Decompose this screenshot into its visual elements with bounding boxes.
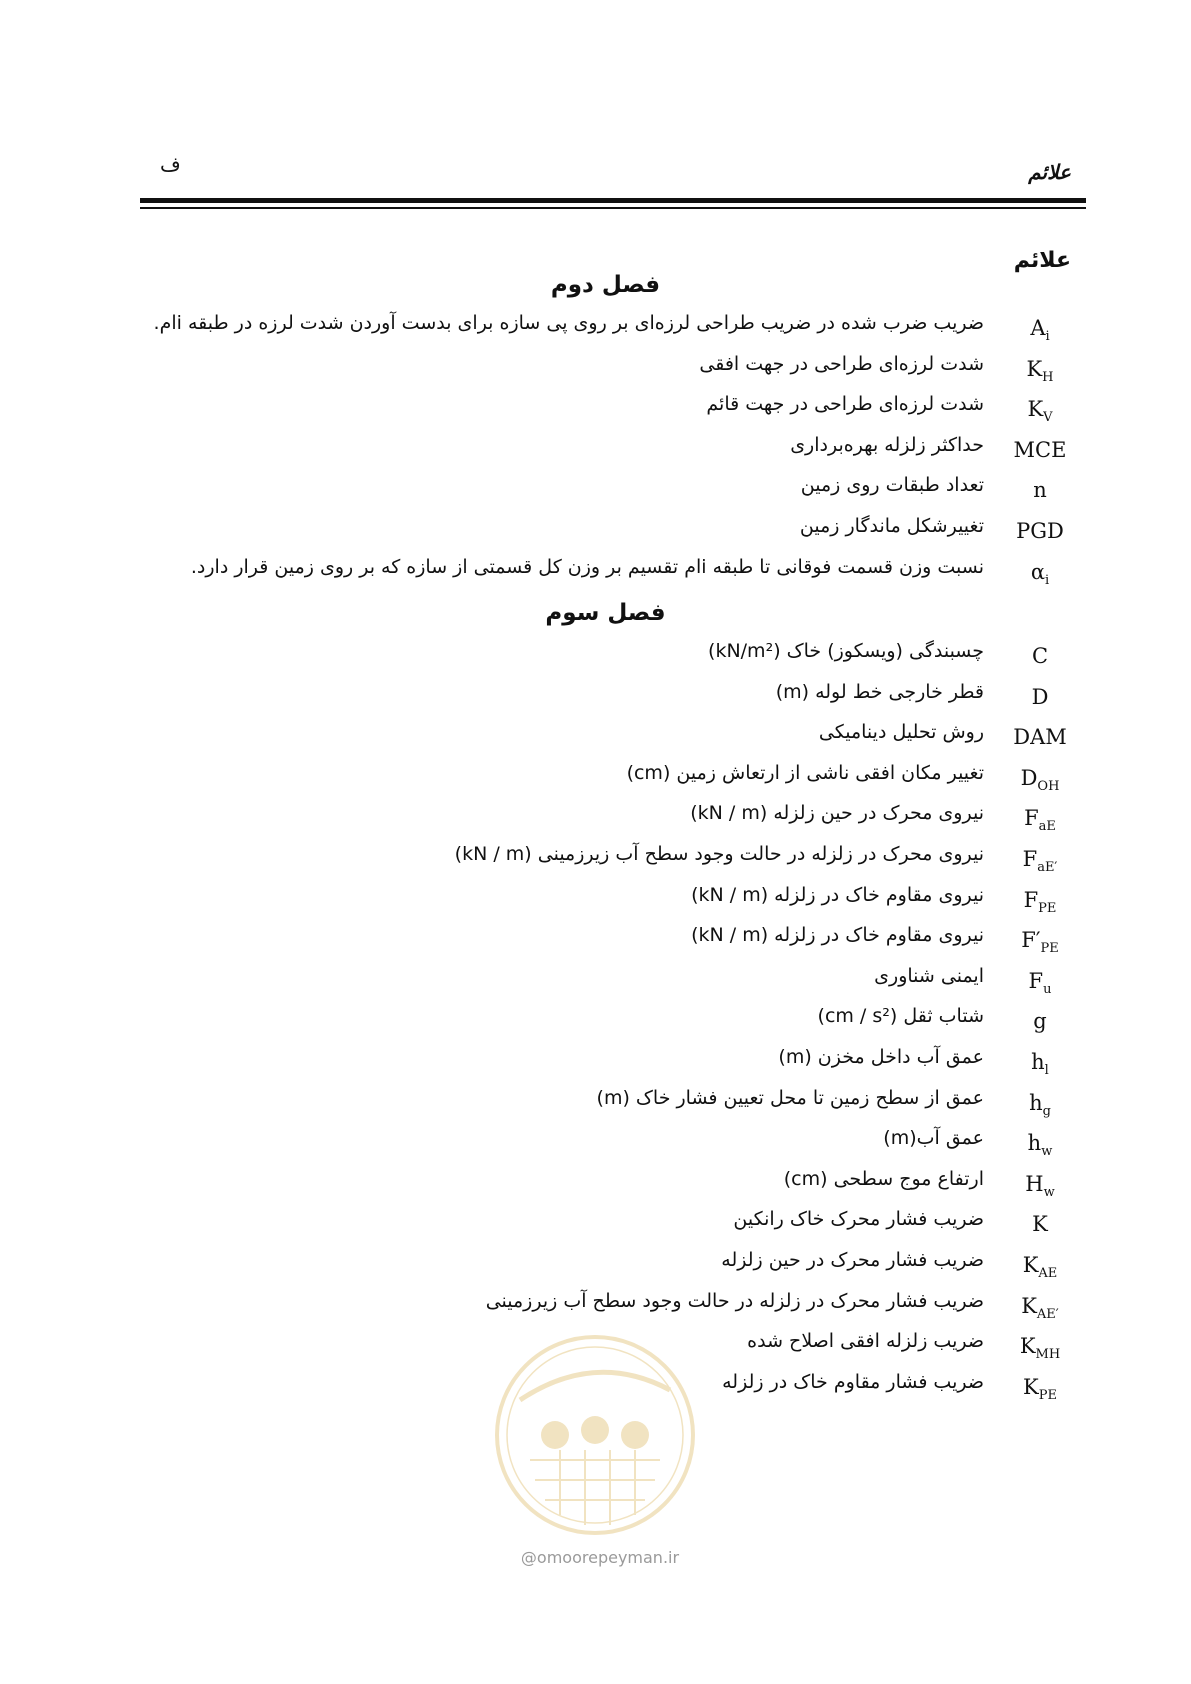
symbol	[995, 644, 1085, 668]
header-rule-thick	[140, 198, 1086, 203]
chapter-title: فصل دوم	[550, 272, 661, 298]
symbol-subscript: AE	[1038, 1266, 1058, 1282]
symbol-description: قطر خارجی خط لوله (m)	[775, 680, 984, 703]
symbol-main: K	[1019, 1334, 1036, 1359]
symbol-main: DAM	[1013, 725, 1067, 750]
chapter-title: فصل سوم	[545, 600, 666, 626]
symbol	[995, 1334, 1085, 1362]
symbol-main: PGD	[1016, 519, 1064, 543]
symbol-subscript: V	[1043, 410, 1053, 426]
symbol-description: نیروی محرک در زلزله در حالت وجود سطح آب زیرزمینی (kN / m)	[454, 843, 984, 865]
symbol-description: تغییر مکان افقی ناشی از ارتعاش زمین (cm)	[626, 761, 984, 784]
symbol-subscript: PE	[1040, 941, 1059, 957]
symbol	[995, 1050, 1085, 1078]
symbol-main: h	[1029, 1090, 1043, 1115]
symbol-description: ضریب فشار مقاوم خاک در زلزله	[722, 1370, 984, 1393]
symbol-description: ارتفاع موج سطحی (cm)	[783, 1167, 984, 1190]
symbol-main: α	[1030, 559, 1045, 584]
symbol	[995, 969, 1085, 997]
symbol-subscript: PE	[1038, 1387, 1057, 1403]
symbol-description: ضریب فشار محرک خاک رانکین	[733, 1208, 984, 1231]
symbol-subscript: MH	[1035, 1347, 1061, 1363]
symbol-main: H	[1025, 1171, 1044, 1196]
symbol-row	[0, 1371, 1191, 1411]
symbol-description: روش تحلیل دینامیکی	[818, 721, 984, 744]
symbol-row	[0, 965, 1191, 1005]
symbol-main: K	[1027, 397, 1044, 422]
symbol	[995, 1375, 1085, 1403]
symbol-row	[0, 924, 1191, 964]
watermark-caption: @omoorepeyman.ir	[520, 1548, 680, 1567]
symbol	[995, 847, 1085, 875]
symbol-row	[0, 353, 1191, 393]
symbol	[995, 519, 1085, 543]
symbol	[995, 766, 1085, 794]
symbol-description: چسبندگی (ویسکوز) خاک (kN/m²)	[708, 640, 984, 662]
symbol-main: A	[1030, 316, 1046, 340]
symbol-description: ضریب زلزله افقی اصلاح شده	[747, 1330, 984, 1353]
symbol-description: نیروی مقاوم خاک در زلزله (kN / m)	[691, 924, 984, 947]
page-number: ف	[160, 152, 181, 176]
symbol-description: تعداد طبقات روی زمین	[800, 474, 984, 497]
symbol	[995, 806, 1085, 834]
header-rule-thin	[140, 207, 1086, 209]
symbol-row	[0, 312, 1191, 352]
symbol-description: ایمنی شناوری	[874, 964, 984, 987]
symbol-subscript: i	[1045, 572, 1050, 588]
symbol-description: نیروی محرک در حین زلزله (kN / m)	[690, 802, 984, 825]
symbol-main: MCE	[1013, 437, 1067, 462]
symbol-description: حداکثر زلزله بهره‌برداری	[790, 433, 984, 456]
symbol-description: شدت لرزه‌ای طراحی در جهت قائم	[706, 393, 984, 416]
symbol-description: عمق آب(m)	[883, 1127, 984, 1150]
symbol	[995, 1009, 1085, 1033]
symbol-description: تغییرشکل ماندگار زمین	[799, 515, 984, 537]
symbol-row	[0, 1249, 1191, 1289]
symbol-row	[0, 1046, 1191, 1086]
symbol-row	[0, 556, 1191, 596]
symbol-subscript: aE	[1038, 819, 1056, 835]
symbol	[995, 1212, 1085, 1236]
symbol-description: شدت لرزه‌ای طراحی در جهت افقی	[699, 352, 984, 375]
symbol-row	[0, 640, 1191, 680]
symbol-row	[0, 802, 1191, 842]
symbol-main: h	[1031, 1050, 1045, 1074]
symbol-main: K	[1023, 1374, 1039, 1399]
symbol-subscript: PE	[1038, 900, 1057, 916]
symbol-main: F′	[1021, 928, 1041, 953]
running-title: علائم	[1028, 160, 1071, 184]
symbol	[995, 1091, 1085, 1119]
symbol	[995, 928, 1085, 956]
symbol-row	[0, 1087, 1191, 1127]
symbol-row	[0, 721, 1191, 761]
symbol-subscript: aE′	[1037, 860, 1058, 876]
symbol-main: D	[1020, 765, 1038, 790]
symbol-subscript: AE′	[1036, 1306, 1059, 1322]
symbol	[995, 1172, 1085, 1200]
symbol	[995, 560, 1085, 588]
symbol-description: عمق از سطح زمین تا محل تعیین فشار خاک (m)	[596, 1086, 984, 1109]
symbol-main: g	[1033, 1009, 1047, 1034]
symbol-row	[0, 762, 1191, 802]
symbol	[995, 1253, 1085, 1281]
symbol-row	[0, 515, 1191, 555]
symbol-row	[0, 434, 1191, 474]
symbol-row	[0, 1290, 1191, 1330]
symbol	[995, 725, 1085, 749]
symbol	[995, 316, 1085, 344]
symbol-main: F	[1028, 968, 1044, 993]
symbol-subscript: H	[1042, 369, 1054, 385]
symbol	[995, 478, 1085, 502]
symbol	[995, 1131, 1085, 1159]
symbol-description: ضریب ضرب شده در ضریب طراحی لرزه‌ای بر روی پی سازه برای بدست آوردن شدت لرزه در طبقه iام.	[153, 312, 984, 334]
symbol-row	[0, 681, 1191, 721]
symbol-main: K	[1022, 1253, 1039, 1277]
symbol	[995, 357, 1085, 385]
symbol-subscript: u	[1043, 981, 1052, 997]
symbol	[995, 397, 1085, 425]
symbol-main: h	[1027, 1131, 1042, 1156]
symbol-subscript: OH	[1037, 778, 1060, 794]
symbol	[995, 888, 1085, 916]
symbol-subscript: w	[1043, 1184, 1055, 1200]
symbol-description: ضریب فشار محرک در زلزله در حالت وجود سطح آب زیرزمینی	[485, 1289, 984, 1312]
symbol-description: عمق آب داخل مخزن (m)	[778, 1046, 984, 1068]
symbol-row	[0, 1127, 1191, 1167]
symbol-row	[0, 884, 1191, 924]
symbol-main: K	[1026, 356, 1043, 381]
symbol-main: K	[1021, 1293, 1037, 1318]
symbol-main: K	[1032, 1212, 1048, 1237]
symbol-row	[0, 1005, 1191, 1045]
symbol-subscript: i	[1045, 329, 1050, 345]
symbol-description: شتاب ثقل (cm / s²)	[817, 1005, 984, 1028]
symbol-main: F	[1024, 806, 1039, 831]
symbol-row	[0, 393, 1191, 433]
symbol-row	[0, 474, 1191, 514]
symbol-row	[0, 1168, 1191, 1208]
section-title: علائم	[1013, 248, 1071, 273]
symbol-subscript: w	[1041, 1144, 1053, 1160]
symbol	[995, 438, 1085, 462]
symbol-main: C	[1031, 644, 1049, 668]
symbol	[995, 685, 1085, 709]
symbol	[995, 1294, 1085, 1322]
symbol-main: F	[1022, 847, 1038, 871]
symbol-main: D	[1031, 684, 1049, 709]
symbol-description: نسبت وزن قسمت فوقانی تا طبقه iام تقسیم بر وزن کل قسمتی از سازه که بر روی زمین قرار دارد.	[190, 555, 984, 578]
symbol-main: F	[1023, 887, 1039, 912]
symbol-row	[0, 843, 1191, 883]
symbol-description: نیروی مقاوم خاک در زلزله (kN / m)	[691, 883, 984, 906]
symbol-subscript: g	[1042, 1103, 1051, 1119]
symbol-description: ضریب فشار محرک در حین زلزله	[721, 1249, 984, 1271]
symbol-row	[0, 1330, 1191, 1370]
symbol-row	[0, 1208, 1191, 1248]
symbol-main: n	[1033, 478, 1047, 503]
symbol-subscript: l	[1044, 1063, 1049, 1079]
